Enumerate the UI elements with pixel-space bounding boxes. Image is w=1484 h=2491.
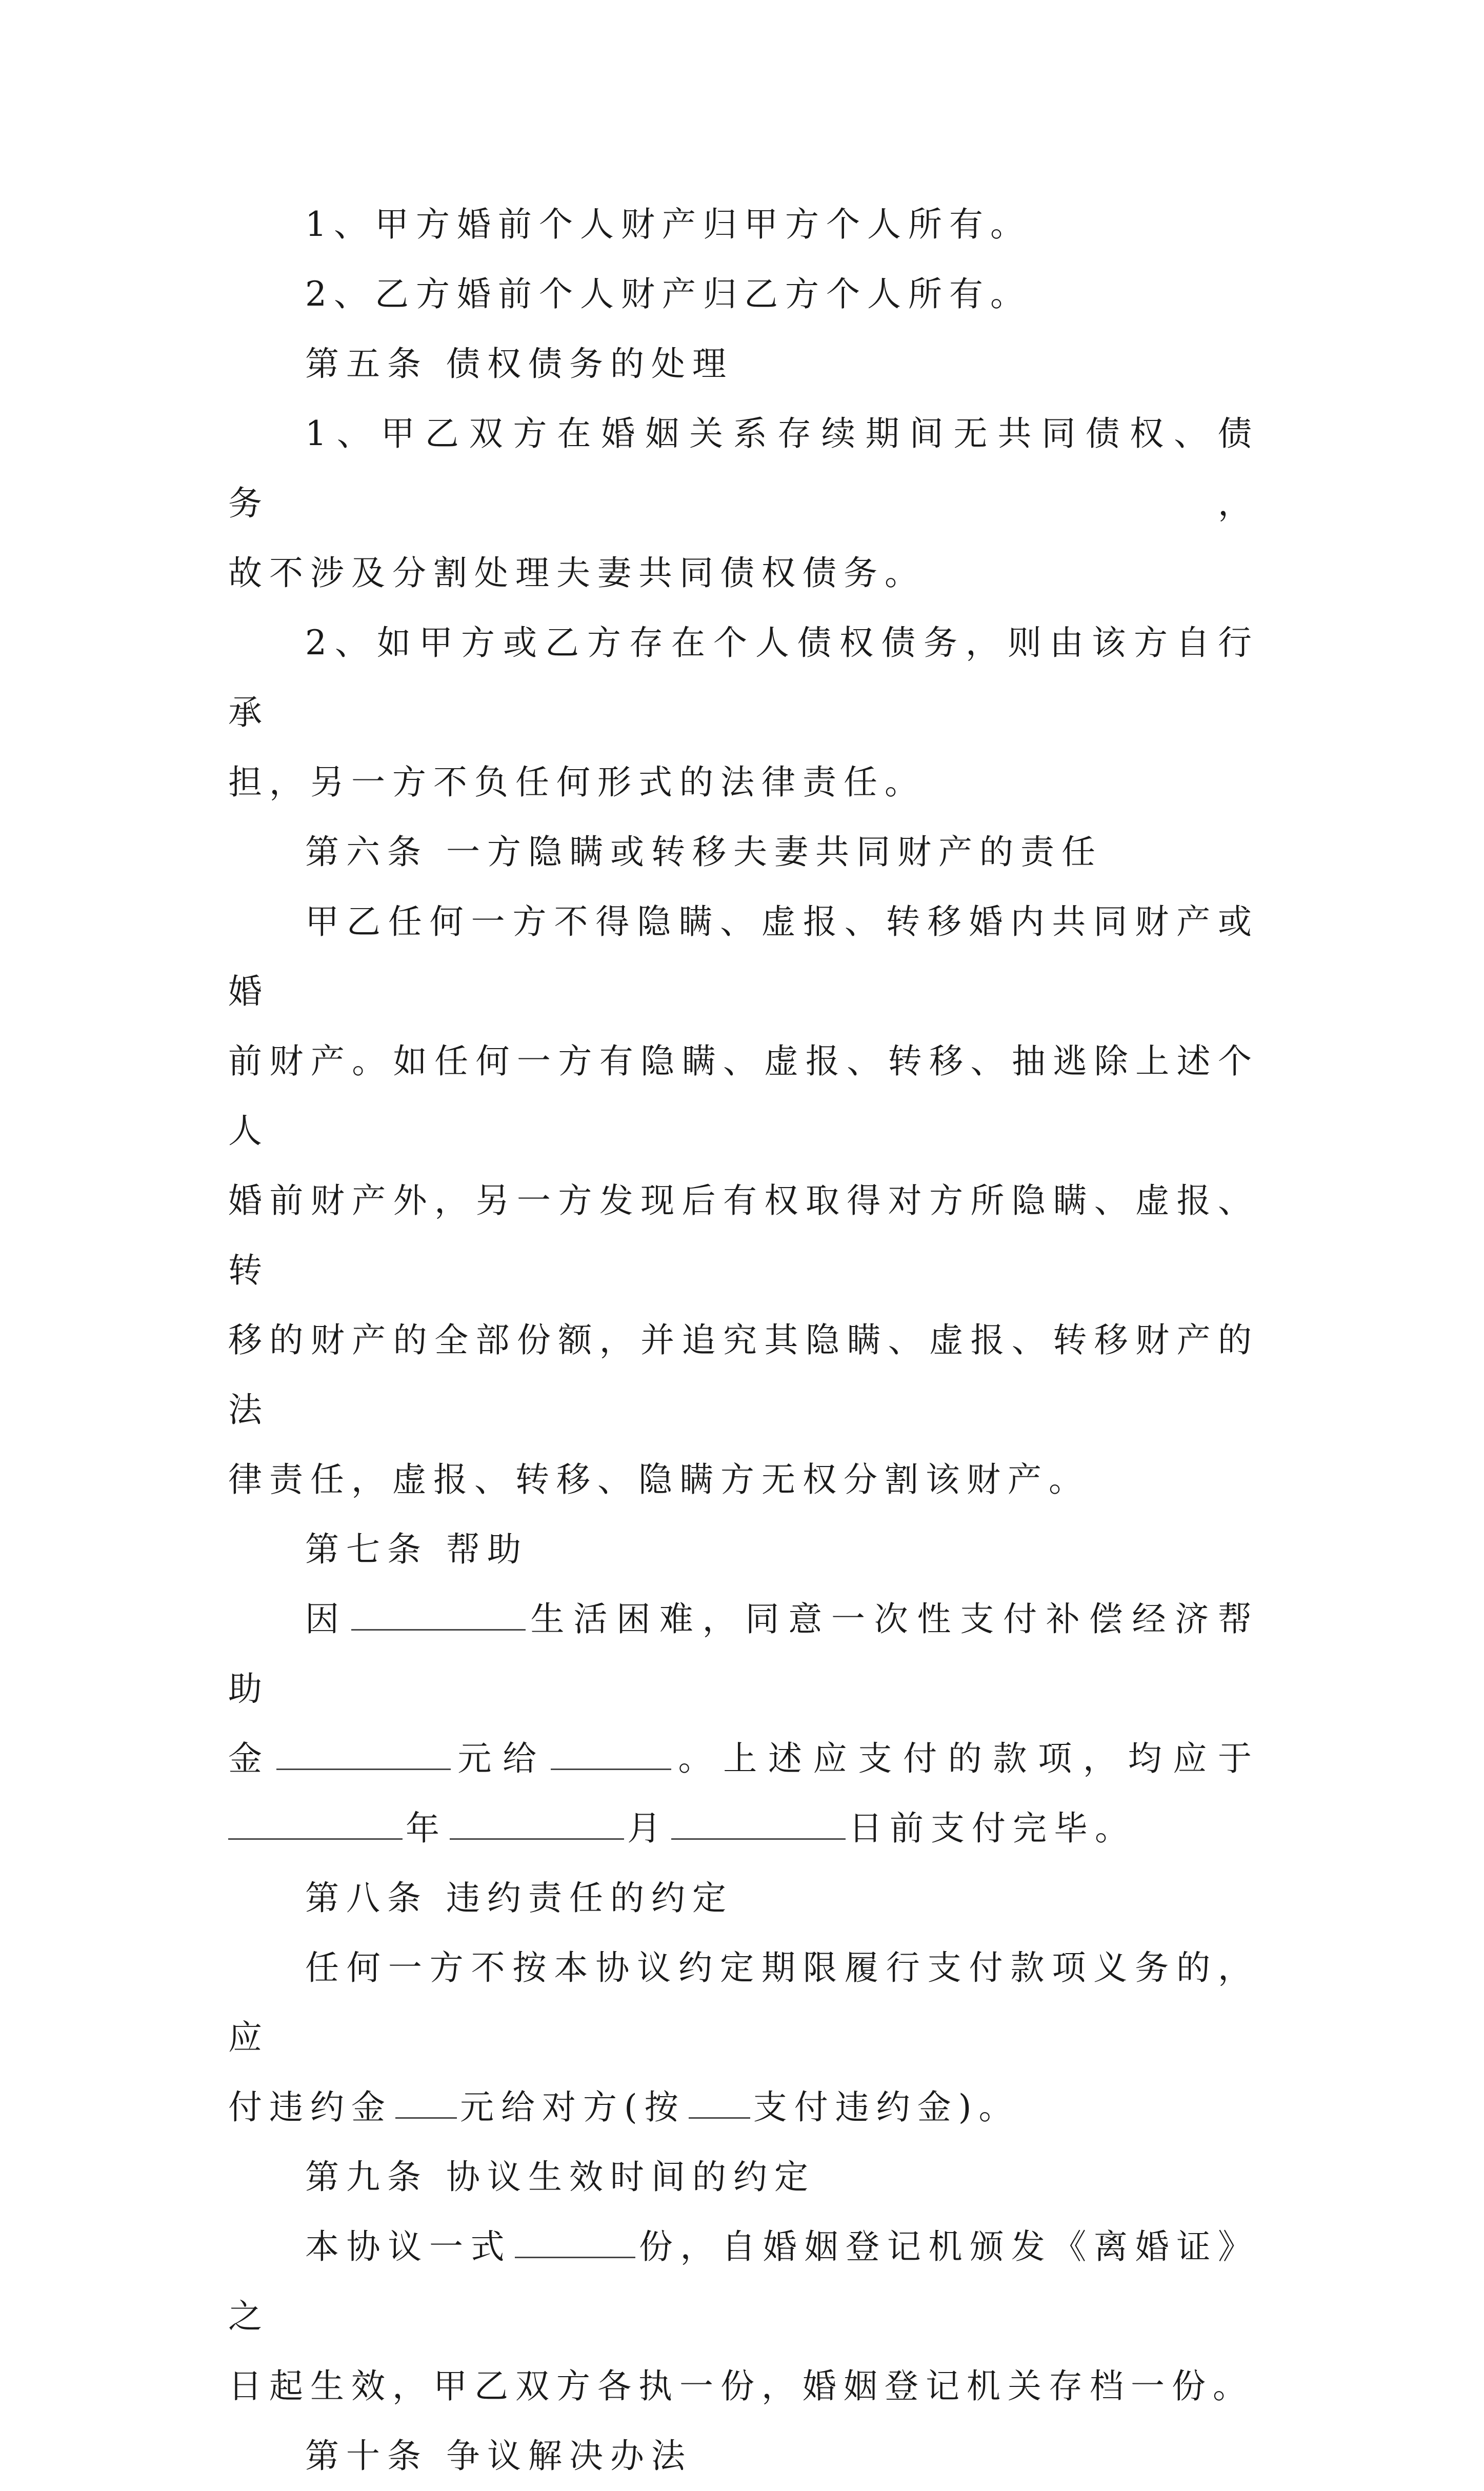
article-9-line-1	[228, 2212, 1259, 2352]
article-8-line-1: 任何一方不按本协议约定期限履行支付款项义务的，应	[228, 1948, 1259, 2057]
blank-field[interactable]	[671, 1806, 846, 1840]
article-6-title: 第六条 一方隐瞒或转移夫妻共同财产的责任	[305, 832, 1102, 872]
article-6-line-2: 前财产。如任何一方有隐瞒、虚报、转移、抽逃除上述个人	[228, 1041, 1259, 1151]
article-10-title: 第十条 争议解决办法	[305, 2436, 692, 2476]
article-7-text: 金	[228, 1739, 273, 1778]
article-7-line-2	[228, 1724, 1259, 1794]
article-6-line-5: 律责任，虚报、转移、隐瞒方无权分割该财产。	[228, 1460, 1090, 1499]
article-8-text: 元给对方(按	[460, 2087, 686, 2127]
article-8-line-2	[228, 2073, 1259, 2142]
blank-field[interactable]	[551, 1737, 671, 1770]
article-8-title: 第八条 违约责任的约定	[305, 1878, 733, 1918]
article-9-text: 本协议一式	[305, 2227, 512, 2266]
article-5-item-2-line-2: 担，另一方不负任何形式的法律责任。	[228, 762, 926, 802]
blank-field[interactable]	[228, 1806, 403, 1840]
article-8-text: 付违约金	[228, 2087, 392, 2127]
article-7-text: 生活困难，同意一次性支付补偿经济帮助	[228, 1599, 1259, 1709]
article-6-line-3: 婚前财产外，另一方发现后有权取得对方所隐瞒、虚报、转	[228, 1181, 1259, 1290]
blank-field[interactable]	[689, 2085, 750, 2119]
article-9-text: 份，自婚姻登记机颁发《离婚证》之	[228, 2227, 1259, 2336]
blank-field[interactable]	[276, 1737, 451, 1770]
article-7-text: 元给	[453, 1739, 548, 1778]
blank-field[interactable]	[351, 1597, 526, 1631]
blank-field[interactable]	[515, 2225, 635, 2258]
article-7-line-3	[228, 1794, 1259, 1863]
article-7-text: 月	[627, 1809, 668, 1848]
article-7-line-1	[228, 1584, 1259, 1724]
article-5-title: 第五条 债权债务的处理	[305, 344, 733, 384]
article-8-text: 支付违约金)。	[753, 2087, 1020, 2127]
article-5-item-1-line-1: 1、甲乙双方在婚姻关系存续期间无共同债权、债务，	[228, 414, 1259, 523]
property-clause-1: 1、甲方婚前个人财产归甲方个人所有。	[305, 205, 1031, 244]
article-6-line-1: 甲乙任何一方不得隐瞒、虚报、转移婚内共同财产或婚	[228, 902, 1259, 1011]
article-5-item-2-line-1: 2、如甲方或乙方存在个人债权债务，则由该方自行承	[228, 623, 1259, 732]
article-7-title: 第七条 帮助	[305, 1530, 528, 1569]
blank-field[interactable]	[395, 2085, 457, 2119]
blank-field[interactable]	[450, 1806, 624, 1840]
article-7-text: 。上述应支付的款项，均应于	[674, 1739, 1259, 1778]
article-7-text: 日前支付完毕。	[849, 1809, 1136, 1848]
property-clause-2: 2、乙方婚前个人财产归乙方个人所有。	[305, 274, 1031, 314]
document-page	[228, 190, 1259, 2491]
article-6-line-4: 移的财产的全部份额，并追究其隐瞒、虚报、转移财产的法	[228, 1320, 1259, 1430]
article-9-title: 第九条 协议生效时间的约定	[305, 2157, 815, 2197]
article-7-text: 因	[305, 1599, 348, 1639]
article-5-item-1-line-2: 故不涉及分割处理夫妻共同债权债务。	[228, 553, 926, 593]
article-7-text: 年	[406, 1809, 447, 1848]
article-9-line-2: 日起生效，甲乙双方各执一份，婚姻登记机关存档一份。	[228, 2366, 1254, 2406]
